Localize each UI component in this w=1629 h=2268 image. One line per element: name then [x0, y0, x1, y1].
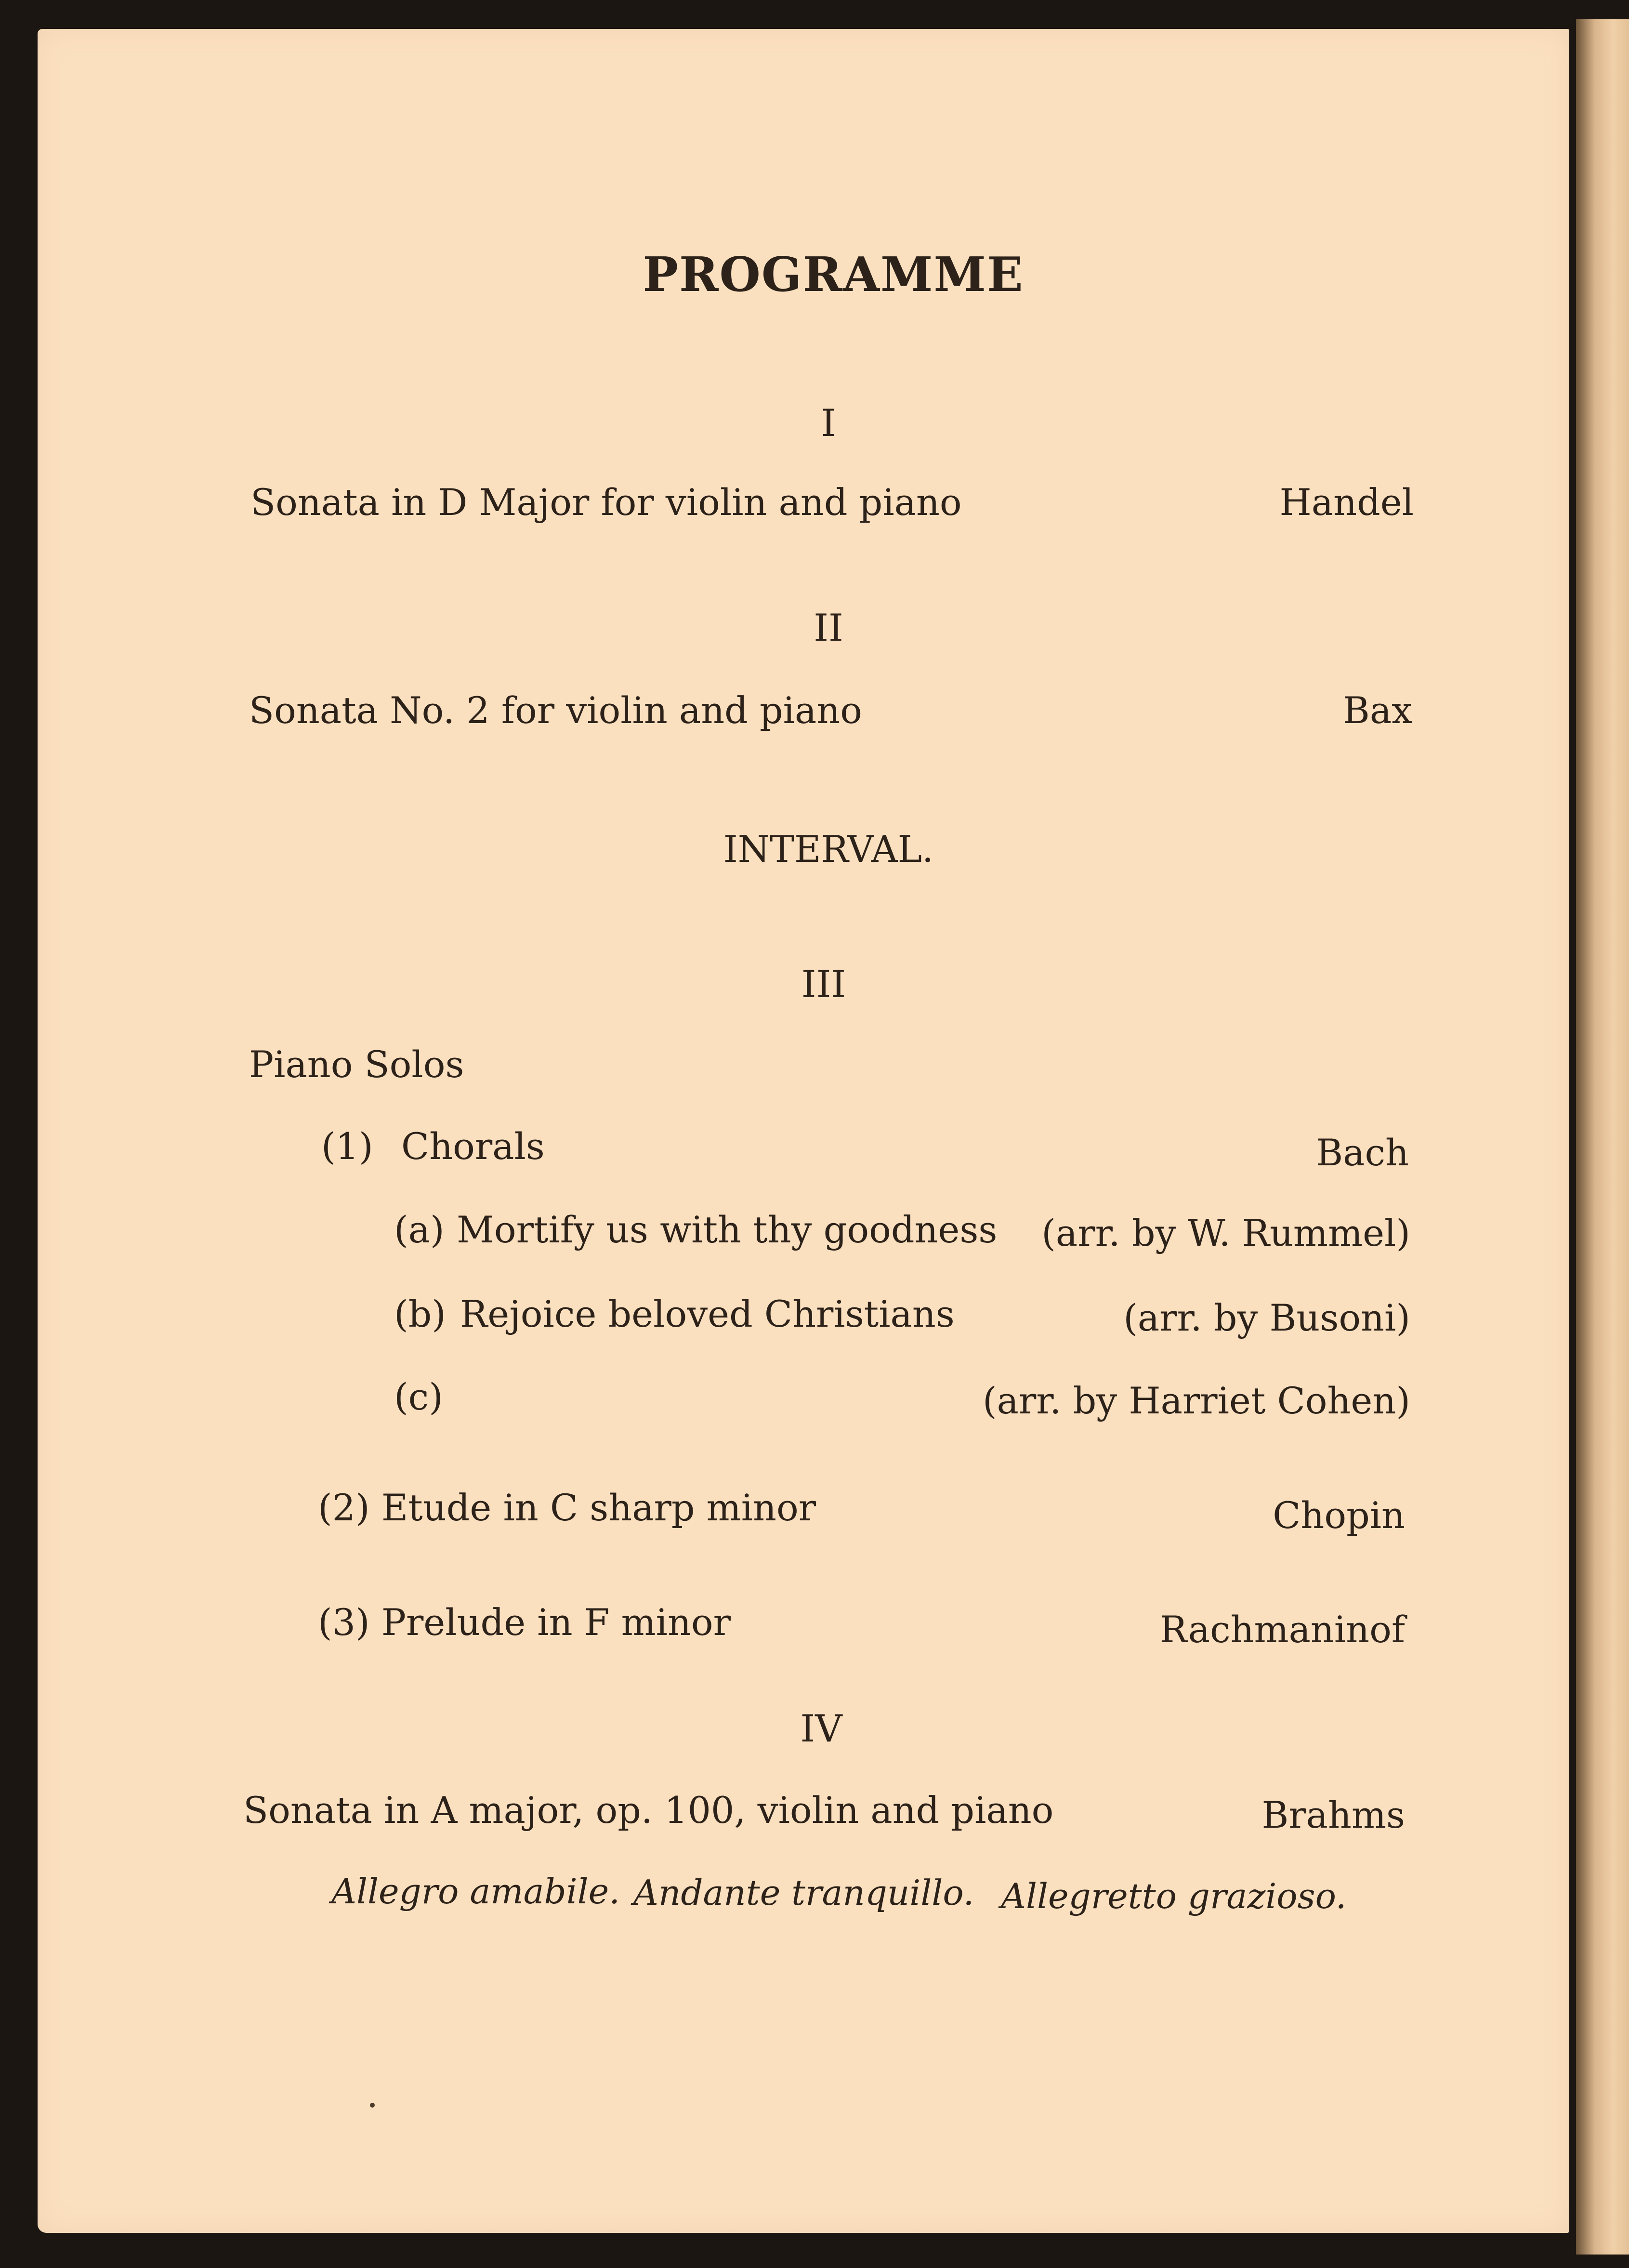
- part-4-numeral: IV: [800, 1707, 842, 1751]
- piano-solos-heading: Piano Solos: [249, 1043, 464, 1086]
- adjacent-page-edge: [1576, 19, 1629, 2255]
- sub-c-arrangement: (arr. by Harriet Cohen): [983, 1379, 1410, 1422]
- part-1-work: Sonata in D Major for violin and piano: [250, 481, 962, 524]
- part-2-work: Sonata No. 2 for violin and piano: [249, 689, 862, 732]
- sub-a-arrangement: (arr. by W. Rummel): [1041, 1212, 1410, 1254]
- part-4-composer: Brahms: [1261, 1793, 1405, 1836]
- part-1-composer: Handel: [1279, 481, 1414, 524]
- item-3-composer: Rachmaninof: [1159, 1608, 1405, 1651]
- item-2-text: (2) Etude in C sharp minor: [318, 1486, 816, 1529]
- movement-3: Allegretto grazioso.: [1001, 1876, 1347, 1916]
- sub-b-arrangement: (arr. by Busoni): [1123, 1296, 1410, 1339]
- ink-speck: [370, 2103, 375, 2108]
- item-2-composer: Chopin: [1273, 1494, 1405, 1537]
- page-title: PROGRAMME: [643, 247, 1024, 303]
- interval-heading: INTERVAL.: [723, 828, 934, 870]
- sub-a-title: Mortify us with thy goodness: [457, 1208, 998, 1251]
- part-2-composer: Bax: [1342, 689, 1412, 732]
- part-1-numeral: I: [821, 402, 836, 445]
- item-3-text: (3) Prelude in F minor: [318, 1601, 731, 1644]
- part-2-numeral: II: [814, 607, 843, 650]
- sub-b-label: (b): [394, 1292, 446, 1335]
- item-1-composer: Bach: [1316, 1131, 1409, 1174]
- sub-a-label: (a): [394, 1208, 445, 1251]
- movement-2: Andante tranquillo.: [633, 1872, 974, 1913]
- item-1-title: Chorals: [401, 1125, 545, 1168]
- sub-b-title: Rejoice beloved Christians: [460, 1292, 955, 1335]
- part-3-numeral: III: [801, 963, 846, 1006]
- sub-c-label: (c): [394, 1375, 443, 1418]
- part-4-work: Sonata in A major, op. 100, violin and piano: [243, 1789, 1054, 1832]
- movement-1: Allegro amabile.: [331, 1871, 620, 1912]
- item-1-label: (1): [321, 1125, 373, 1168]
